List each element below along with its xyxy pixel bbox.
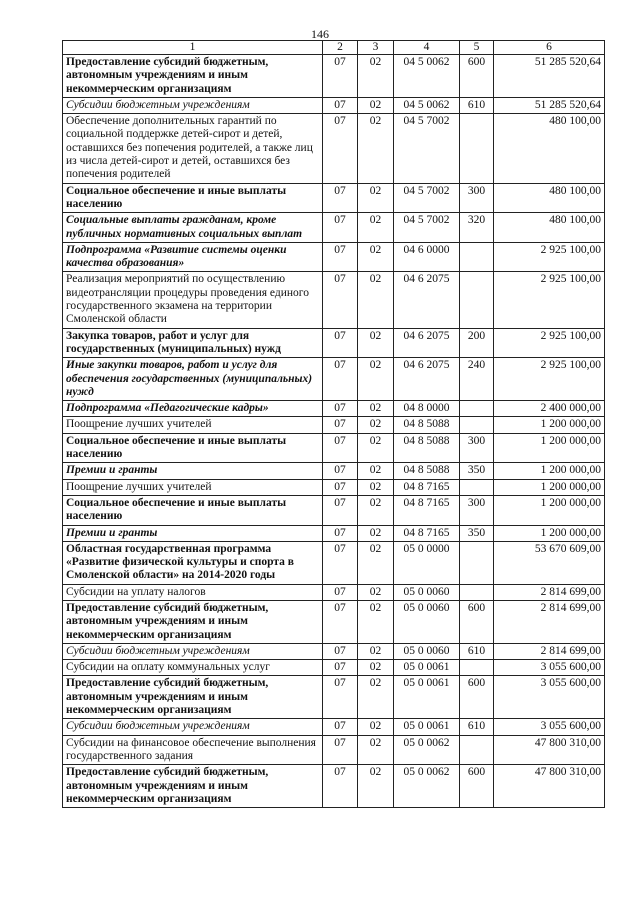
table-header-row: [63, 41, 605, 55]
item-name-cell: Премии и гранты: [63, 463, 323, 479]
expense-type-cell: 300: [460, 495, 494, 525]
subsection-code-cell: 02: [358, 643, 394, 659]
subsection-code-cell: 02: [358, 114, 394, 183]
amount-cell: 3 055 600,00: [494, 660, 605, 676]
amount-cell: 480 100,00: [494, 183, 605, 213]
table-row: [63, 97, 605, 113]
item-name-cell: Реализация мероприятий по осуществлению видеотрансляции процедуры проведения единого государственного экзамена на территории Смоленской области: [63, 272, 323, 328]
subsection-code-cell: 02: [358, 719, 394, 735]
amount-cell: 51 285 520,64: [494, 55, 605, 98]
amount-cell: 2 925 100,00: [494, 358, 605, 401]
item-name-cell: Социальные выплаты гражданам, кроме публичных нормативных социальных выплат: [63, 213, 323, 243]
section-code-cell: 07: [323, 525, 358, 541]
subsection-code-cell: 02: [358, 495, 394, 525]
table-row: [63, 584, 605, 600]
subsection-code-cell: 02: [358, 358, 394, 401]
target-article-cell: 04 6 0000: [394, 242, 460, 272]
amount-cell: 2 814 699,00: [494, 643, 605, 659]
section-code-cell: 07: [323, 97, 358, 113]
section-code-cell: 07: [323, 676, 358, 719]
amount-cell: 3 055 600,00: [494, 719, 605, 735]
section-code-cell: 07: [323, 55, 358, 98]
target-article-cell: 04 8 0000: [394, 401, 460, 417]
target-article-cell: 05 0 0060: [394, 584, 460, 600]
item-name-cell: Субсидии на уплату налогов: [63, 584, 323, 600]
item-name-cell: Предоставление субсидий бюджетным, автономным учреждениям и иным некоммерческим организациям: [63, 55, 323, 98]
item-name-cell: Предоставление субсидий бюджетным, автономным учреждениям и иным некоммерческим организациям: [63, 676, 323, 719]
table-row: [63, 463, 605, 479]
item-name-cell: Социальное обеспечение и иные выплаты населению: [63, 433, 323, 463]
amount-cell: 2 814 699,00: [494, 600, 605, 643]
target-article-cell: 04 8 7165: [394, 495, 460, 525]
target-article-cell: 04 8 5088: [394, 463, 460, 479]
amount-cell: 480 100,00: [494, 114, 605, 183]
table-row: [63, 600, 605, 643]
column-header-2: 2: [323, 41, 358, 55]
expense-type-cell: [460, 417, 494, 433]
item-name-cell: Премии и гранты: [63, 525, 323, 541]
amount-cell: 1 200 000,00: [494, 479, 605, 495]
item-name-cell: Поощрение лучших учителей: [63, 417, 323, 433]
column-header-3: 3: [358, 41, 394, 55]
amount-cell: 51 285 520,64: [494, 97, 605, 113]
item-name-cell: Социальное обеспечение и иные выплаты населению: [63, 183, 323, 213]
subsection-code-cell: 02: [358, 735, 394, 765]
section-code-cell: 07: [323, 463, 358, 479]
expense-type-cell: 350: [460, 525, 494, 541]
target-article-cell: 04 8 5088: [394, 433, 460, 463]
amount-cell: 1 200 000,00: [494, 417, 605, 433]
section-code-cell: 07: [323, 541, 358, 584]
section-code-cell: 07: [323, 242, 358, 272]
budget-table: [62, 40, 605, 808]
amount-cell: 2 925 100,00: [494, 328, 605, 358]
subsection-code-cell: 02: [358, 401, 394, 417]
amount-cell: 1 200 000,00: [494, 495, 605, 525]
expense-type-cell: 600: [460, 765, 494, 808]
section-code-cell: 07: [323, 495, 358, 525]
subsection-code-cell: 02: [358, 600, 394, 643]
expense-type-cell: [460, 479, 494, 495]
section-code-cell: 07: [323, 358, 358, 401]
amount-cell: 480 100,00: [494, 213, 605, 243]
table-row: [63, 676, 605, 719]
section-code-cell: 07: [323, 417, 358, 433]
expense-type-cell: [460, 242, 494, 272]
section-code-cell: 07: [323, 765, 358, 808]
section-code-cell: 07: [323, 600, 358, 643]
item-name-cell: Субсидии бюджетным учреждениям: [63, 97, 323, 113]
subsection-code-cell: 02: [358, 328, 394, 358]
amount-cell: 2 400 000,00: [494, 401, 605, 417]
item-name-cell: Социальное обеспечение и иные выплаты населению: [63, 495, 323, 525]
section-code-cell: 07: [323, 735, 358, 765]
amount-cell: 2 925 100,00: [494, 272, 605, 328]
target-article-cell: 04 5 7002: [394, 183, 460, 213]
table-row: [63, 541, 605, 584]
table-row: [63, 114, 605, 183]
target-article-cell: 05 0 0000: [394, 541, 460, 584]
section-code-cell: 07: [323, 183, 358, 213]
expense-type-cell: 200: [460, 328, 494, 358]
subsection-code-cell: 02: [358, 676, 394, 719]
table-row: [63, 417, 605, 433]
item-name-cell: Предоставление субсидий бюджетным, автономным учреждениям и иным некоммерческим организациям: [63, 765, 323, 808]
target-article-cell: 04 5 7002: [394, 213, 460, 243]
amount-cell: 3 055 600,00: [494, 676, 605, 719]
target-article-cell: 04 6 2075: [394, 328, 460, 358]
expense-type-cell: [460, 735, 494, 765]
section-code-cell: 07: [323, 719, 358, 735]
table-row: [63, 643, 605, 659]
expense-type-cell: 300: [460, 183, 494, 213]
expense-type-cell: 600: [460, 55, 494, 98]
table-row: [63, 358, 605, 401]
target-article-cell: 05 0 0061: [394, 660, 460, 676]
table-row: [63, 479, 605, 495]
amount-cell: 1 200 000,00: [494, 525, 605, 541]
column-header-1: 1: [63, 41, 323, 55]
item-name-cell: Субсидии на финансовое обеспечение выполнения государственного задания: [63, 735, 323, 765]
subsection-code-cell: 02: [358, 97, 394, 113]
target-article-cell: 05 0 0061: [394, 719, 460, 735]
amount-cell: 47 800 310,00: [494, 765, 605, 808]
item-name-cell: Подпрограмма «Педагогические кадры»: [63, 401, 323, 417]
subsection-code-cell: 02: [358, 765, 394, 808]
expense-type-cell: 600: [460, 676, 494, 719]
section-code-cell: 07: [323, 328, 358, 358]
section-code-cell: 07: [323, 213, 358, 243]
expense-type-cell: 320: [460, 213, 494, 243]
target-article-cell: 05 0 0061: [394, 676, 460, 719]
expense-type-cell: 610: [460, 97, 494, 113]
target-article-cell: 05 0 0060: [394, 600, 460, 643]
target-article-cell: 04 8 7165: [394, 525, 460, 541]
target-article-cell: 04 6 2075: [394, 272, 460, 328]
target-article-cell: 05 0 0062: [394, 735, 460, 765]
item-name-cell: Закупка товаров, работ и услуг для государственных (муниципальных) нужд: [63, 328, 323, 358]
subsection-code-cell: 02: [358, 272, 394, 328]
table-row: [63, 328, 605, 358]
target-article-cell: 04 8 7165: [394, 479, 460, 495]
item-name-cell: Иные закупки товаров, работ и услуг для обеспечения государственных (муниципальных) нужд: [63, 358, 323, 401]
table-row: [63, 495, 605, 525]
section-code-cell: 07: [323, 433, 358, 463]
subsection-code-cell: 02: [358, 660, 394, 676]
amount-cell: 2 925 100,00: [494, 242, 605, 272]
expense-type-cell: [460, 114, 494, 183]
expense-type-cell: 610: [460, 643, 494, 659]
table-row: [63, 525, 605, 541]
table-row: [63, 719, 605, 735]
amount-cell: 1 200 000,00: [494, 463, 605, 479]
expense-type-cell: [460, 541, 494, 584]
subsection-code-cell: 02: [358, 213, 394, 243]
expense-type-cell: 240: [460, 358, 494, 401]
table-row: [63, 765, 605, 808]
section-code-cell: 07: [323, 660, 358, 676]
target-article-cell: 05 0 0062: [394, 765, 460, 808]
target-article-cell: 04 8 5088: [394, 417, 460, 433]
item-name-cell: Предоставление субсидий бюджетным, автономным учреждениям и иным некоммерческим организациям: [63, 600, 323, 643]
expense-type-cell: [460, 584, 494, 600]
table-row: [63, 660, 605, 676]
amount-cell: 1 200 000,00: [494, 433, 605, 463]
item-name-cell: Областная государственная программа «Развитие физической культуры и спорта в Смоленской области» на 2014-2020 годы: [63, 541, 323, 584]
table-row: [63, 213, 605, 243]
section-code-cell: 07: [323, 401, 358, 417]
expense-type-cell: 600: [460, 600, 494, 643]
expense-type-cell: 610: [460, 719, 494, 735]
table-row: [63, 183, 605, 213]
subsection-code-cell: 02: [358, 183, 394, 213]
table-row: [63, 735, 605, 765]
item-name-cell: Обеспечение дополнительных гарантий по социальной поддержке детей-сирот и детей, оставшихся без попечения родителей, а также лиц из числа детей-сирот и детей, оставшихся без попечения родителей: [63, 114, 323, 183]
column-header-5: 5: [460, 41, 494, 55]
item-name-cell: Подпрограмма «Развитие системы оценки качества образования»: [63, 242, 323, 272]
subsection-code-cell: 02: [358, 55, 394, 98]
expense-type-cell: 350: [460, 463, 494, 479]
target-article-cell: 04 5 7002: [394, 114, 460, 183]
subsection-code-cell: 02: [358, 541, 394, 584]
subsection-code-cell: 02: [358, 433, 394, 463]
table-row: [63, 242, 605, 272]
table-row: [63, 272, 605, 328]
item-name-cell: Субсидии на оплату коммунальных услуг: [63, 660, 323, 676]
table-row: [63, 401, 605, 417]
item-name-cell: Поощрение лучших учителей: [63, 479, 323, 495]
subsection-code-cell: 02: [358, 242, 394, 272]
item-name-cell: Субсидии бюджетным учреждениям: [63, 643, 323, 659]
target-article-cell: 04 6 2075: [394, 358, 460, 401]
subsection-code-cell: 02: [358, 584, 394, 600]
target-article-cell: 04 5 0062: [394, 55, 460, 98]
target-article-cell: 05 0 0060: [394, 643, 460, 659]
section-code-cell: 07: [323, 479, 358, 495]
section-code-cell: 07: [323, 272, 358, 328]
subsection-code-cell: 02: [358, 463, 394, 479]
amount-cell: 2 814 699,00: [494, 584, 605, 600]
subsection-code-cell: 02: [358, 417, 394, 433]
subsection-code-cell: 02: [358, 525, 394, 541]
section-code-cell: 07: [323, 643, 358, 659]
amount-cell: 47 800 310,00: [494, 735, 605, 765]
target-article-cell: 04 5 0062: [394, 97, 460, 113]
expense-type-cell: [460, 272, 494, 328]
table-row: [63, 433, 605, 463]
column-header-6: 6: [494, 41, 605, 55]
subsection-code-cell: 02: [358, 479, 394, 495]
amount-cell: 53 670 609,00: [494, 541, 605, 584]
expense-type-cell: 300: [460, 433, 494, 463]
item-name-cell: Субсидии бюджетным учреждениям: [63, 719, 323, 735]
expense-type-cell: [460, 401, 494, 417]
column-header-4: 4: [394, 41, 460, 55]
section-code-cell: 07: [323, 114, 358, 183]
table-row: [63, 55, 605, 98]
page-number: 146: [311, 27, 329, 41]
expense-type-cell: [460, 660, 494, 676]
section-code-cell: 07: [323, 584, 358, 600]
